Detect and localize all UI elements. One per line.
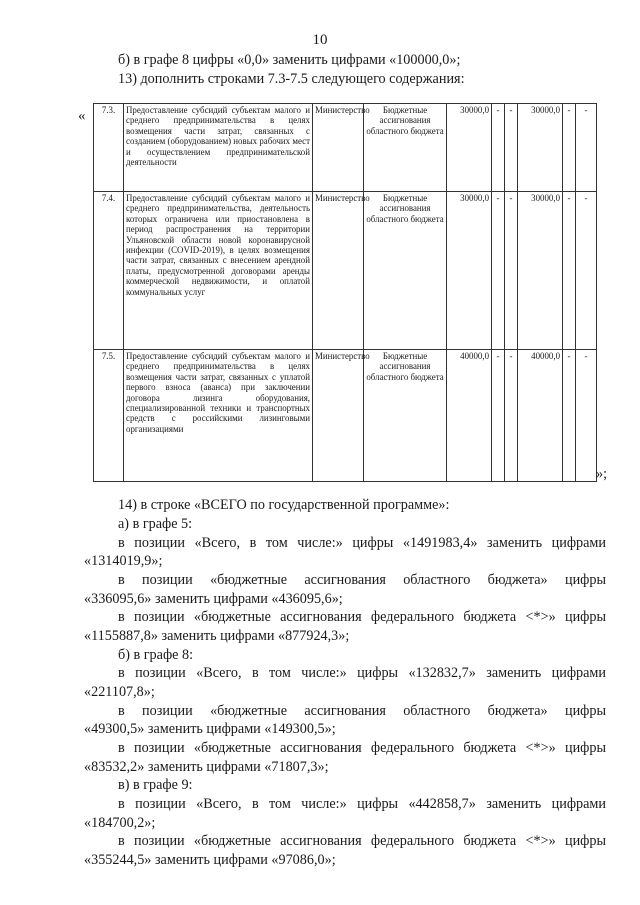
subitem-a-line-3: в позиции «бюджетные ассигнования областного бюджета» цифры [118,572,606,588]
subitem-b-line-5: в позиции «бюджетные ассигнования федерального бюджета <*>» цифры [118,740,606,756]
row-value-col9: - [563,104,576,192]
row-source: Бюджетные ассигнования областного бюджета [364,192,447,350]
row-value-col8: 30000,0 [518,104,563,192]
subitem-b-line-2: «221107,8»; [84,684,155,700]
subitem-c-line-2: «184700,2»; [84,815,156,831]
row-value-col9: - [563,350,576,482]
intro-line-1: б) в графе 8 цифры «0,0» заменить цифрами «100000,0»; [118,52,461,68]
row-value-col9: - [563,192,576,350]
subitem-a-line-6: «1155887,8» заменить цифрами «877924,3»; [84,628,350,644]
subitem-c-line-3: в позиции «бюджетные ассигнования федерального бюджета <*>» цифры [118,833,606,849]
row-value-col7: - [505,350,518,482]
table-row [94,192,597,350]
item-14-heading: 14) в строке «ВСЕГО по государственной программе»: [118,497,450,513]
subitem-b-heading: б) в графе 8: [118,647,194,663]
row-value-col7: - [505,104,518,192]
row-value-col5: 40000,0 [447,350,492,482]
program-table [93,103,597,482]
row-source: Бюджетные ассигнования областного бюджета [364,104,447,192]
row-executor: Министерство [313,350,364,482]
row-value-col10: - [576,192,597,350]
row-value-col7: - [505,192,518,350]
page-number: 10 [312,32,328,48]
subitem-b-line-3: в позиции «бюджетные ассигнования областного бюджета» цифры [118,703,606,719]
row-value-col8: 30000,0 [518,192,563,350]
intro-line-2: 13) дополнить строками 7.3-7.5 следующего содержания: [118,71,465,87]
subitem-a-line-2: «1314019,9»; [84,553,163,569]
opening-quote: « [78,108,86,124]
subitem-c-line-4: «355244,5» заменить цифрами «97086,0»; [84,852,336,868]
subitem-a-line-1: в позиции «Всего, в том числе:» цифры «1491983,4» заменить цифрами [118,535,606,551]
row-value-col6: - [492,192,505,350]
subitem-b-line-6: «83532,2» заменить цифрами «71807,3»; [84,759,329,775]
subitem-c-line-1: в позиции «Всего, в том числе:» цифры «442858,7» заменить цифрами [118,796,606,812]
row-value-col10: - [576,104,597,192]
row-executor: Министерство [313,192,364,350]
row-value-col5: 30000,0 [447,104,492,192]
subitem-a-line-4: «336095,6» заменить цифрами «436095,6»; [84,591,343,607]
row-description: Предоставление субсидий субъектам малого и среднего предпринимательства в целях возмещения части затрат, связанных с созданием (оборудованием) новых рабочих мест и осуществлением предпринимательской деятельности [124,104,313,192]
table-row [94,104,597,192]
closing-quote: »; [596,466,608,482]
row-description: Предоставление субсидий субъектам малого и среднего предпринимательства, деятельность которых ограничена или приостановлена в период распространения на территории Ульяновской области новой коронавирусной инфекции (COVID-2019), в целях возмещения части затрат, связанных с внесением арендной платы, предусмотренной договорами аренды коммерческой недвижимости, и оплатой коммунальных услуг [124,192,313,350]
subitem-a-line-5: в позиции «бюджетные ассигнования федерального бюджета <*>» цифры [118,609,606,625]
row-number: 7.3. [94,104,124,192]
row-value-col6: - [492,350,505,482]
row-value-col6: - [492,104,505,192]
subitem-c-heading: в) в графе 9: [118,777,193,793]
row-number: 7.4. [94,192,124,350]
row-value-col5: 30000,0 [447,192,492,350]
table-row [94,350,597,482]
row-value-col10: - [576,350,597,482]
subitem-b-line-4: «49300,5» заменить цифрами «149300,5»; [84,721,336,737]
row-number: 7.5. [94,350,124,482]
row-source: Бюджетные ассигнования областного бюджета [364,350,447,482]
row-description: Предоставление субсидий субъектам малого и среднего предпринимательства в целях возмещения части затрат, связанных с уплатой первого взноса (аванса) при заключении договора лизинга оборудования, специализированной техники и транспортных средств с российскими лизинговыми организациями [124,350,313,482]
row-executor: Министерство [313,104,364,192]
subitem-a-heading: а) в графе 5: [118,516,193,532]
row-value-col8: 40000,0 [518,350,563,482]
subitem-b-line-1: в позиции «Всего, в том числе:» цифры «132832,7» заменить цифрами [118,665,606,681]
